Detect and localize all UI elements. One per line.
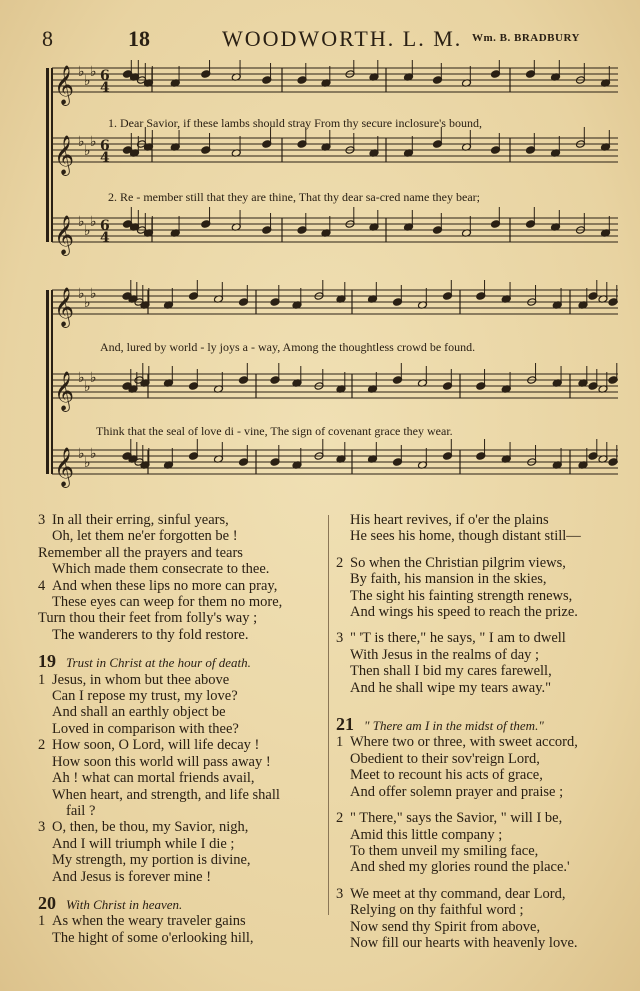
- verse-text: Remember all the prayers and tears: [38, 544, 243, 561]
- verse-line: [336, 919, 632, 935]
- verse-text: And wings his speed to reach the prize.: [350, 604, 578, 621]
- verse-text: Where two or three, with sweet accord,: [350, 734, 578, 751]
- verse-text: As when the weary traveler gains: [52, 913, 246, 930]
- verse-start-line: [38, 737, 328, 753]
- hymn-heading-number: 19: [38, 651, 56, 672]
- verse-start-line: [336, 555, 632, 571]
- hymn-heading: [38, 892, 328, 913]
- flat-icon: ♭: [78, 214, 85, 230]
- verse-text: These eyes can weep for them no more,: [52, 594, 283, 611]
- verse-number: 1: [38, 913, 46, 930]
- spacer: [336, 545, 632, 555]
- flat-icon: ♭: [84, 455, 91, 471]
- verse-text: " 'T is there," he says, " I am to dwell: [350, 630, 566, 647]
- verse-start-line: [38, 672, 328, 688]
- flat-icon: ♭: [78, 64, 85, 80]
- left-text-column: [38, 512, 328, 946]
- verse-line: [38, 545, 328, 561]
- time-signature-bottom: 4: [100, 230, 110, 246]
- verse-text: Now send thy Spirit from above,: [350, 918, 541, 935]
- system-bracket: [46, 68, 49, 242]
- spacer: [336, 800, 632, 810]
- treble-clef-icon: 𝄞: [54, 135, 75, 175]
- flat-icon: ♭: [78, 134, 85, 150]
- treble-clef-icon: 𝄞: [54, 287, 75, 327]
- verse-start-line: [336, 886, 632, 902]
- verse-line: [336, 767, 632, 783]
- verse-text: We meet at thy command, dear Lord,: [350, 885, 566, 902]
- verse-text: Loved in comparison with thee?: [52, 720, 239, 737]
- verse-start-line: [38, 819, 328, 835]
- verse-line: [336, 528, 632, 544]
- flat-icon: ♭: [78, 286, 85, 302]
- verse-text: The hight of some o'erlooking hill,: [52, 929, 254, 946]
- hymn-heading: [38, 653, 328, 671]
- verse-text: Obedient to their sov'reign Lord,: [350, 750, 540, 767]
- verse-text: To them unveil my smiling face,: [350, 842, 539, 859]
- verse-line: [336, 843, 632, 859]
- verse-line: [336, 784, 632, 800]
- time-signature-top: 6: [100, 68, 110, 84]
- verse-text: So when the Christian pilgrim views,: [350, 554, 566, 571]
- verse-start-line: [38, 913, 328, 929]
- system-bracket: [46, 290, 49, 474]
- verse-number: 3: [336, 630, 344, 647]
- spacer: [336, 620, 632, 630]
- hymn-heading-title: With Christ in heaven.: [66, 896, 183, 912]
- composer-name: Wm. B. BRADBURY: [472, 32, 580, 44]
- spacer: [336, 696, 632, 706]
- verse-line: [38, 627, 328, 643]
- verse-text: In all their erring, sinful years,: [52, 512, 229, 528]
- verse-text: By faith, his mansion in the skies,: [350, 571, 547, 588]
- verse-text: Then shall I bid my cares farewell,: [350, 663, 552, 680]
- verse-text: fail ?: [66, 802, 96, 819]
- verse-line: [336, 827, 632, 843]
- spacer: [336, 876, 632, 886]
- verse-text: Oh, let them ne'er forgotten be !: [52, 528, 238, 545]
- flat-icon: ♭: [84, 295, 91, 311]
- music-staves-2: [40, 280, 630, 500]
- time-signature-bottom: 4: [100, 150, 110, 166]
- treble-clef-icon: 𝄞: [54, 215, 75, 255]
- verse-line: [336, 751, 632, 767]
- verse-number: 4: [38, 577, 46, 594]
- spacer: [38, 885, 328, 895]
- verse-line: [38, 836, 328, 852]
- verse-text: And he shall wipe my tears away.": [350, 679, 552, 696]
- verse-start-line: [38, 512, 328, 528]
- verse-text: Jesus, in whom but thee above: [52, 671, 230, 688]
- page-header: [0, 22, 640, 52]
- verse-text: When heart, and strength, and life shall: [52, 786, 280, 803]
- verse-number: 2: [336, 554, 344, 571]
- verse-line: [38, 852, 328, 868]
- hymn-heading-title: Trust in Christ at the hour of death.: [66, 655, 251, 671]
- verse-line: [336, 902, 632, 918]
- verse-number: 1: [38, 671, 46, 688]
- music-system-2: [40, 280, 630, 500]
- verse-line: [336, 588, 632, 604]
- verse-start-line: [336, 734, 632, 750]
- treble-clef-icon: 𝄞: [54, 371, 75, 411]
- treble-clef-icon: 𝄞: [54, 65, 75, 105]
- verse-number: 2: [336, 810, 344, 827]
- verse-text: Can I repose my trust, my love?: [52, 688, 238, 705]
- flat-icon: ♭: [90, 134, 97, 150]
- time-signature-top: 6: [100, 138, 110, 154]
- treble-clef-icon: 𝄞: [54, 447, 75, 487]
- verse-line: [38, 688, 328, 704]
- verse-text: How soon, O Lord, will life decay !: [52, 737, 260, 754]
- verse-line: [336, 859, 632, 875]
- flat-icon: ♭: [78, 370, 85, 386]
- column-divider: [328, 515, 329, 915]
- verse-number: 1: [336, 734, 344, 751]
- flat-icon: ♭: [84, 379, 91, 395]
- music-system-1: [40, 60, 630, 260]
- verse-text: Turn thou their feet from folly's way ;: [38, 610, 258, 627]
- flat-icon: ♭: [84, 223, 91, 239]
- verse-start-line: [38, 578, 328, 594]
- verse-text: How soon this world will pass away !: [52, 753, 271, 770]
- verse-text: " There," says the Savior, " will I be,: [350, 810, 563, 827]
- flat-icon: ♭: [90, 214, 97, 230]
- verse-line: [38, 787, 328, 803]
- lyrics-line-1: 1. Dear Savior, if these lambs should stray From thy secure inclosure's bound,: [108, 116, 482, 130]
- verse-text: Meet to recount his acts of grace,: [350, 767, 543, 784]
- lyrics-line-3: And, lured by world - ly joys a - way, Among the thoughtless crowd be found.: [100, 340, 476, 354]
- tune-title: WOODWORTH. L. M.: [222, 26, 463, 51]
- spacer: [336, 706, 632, 716]
- verse-text: Now fill our hearts with heavenly love.: [350, 934, 578, 951]
- verse-start-line: [336, 810, 632, 826]
- verse-line: [38, 770, 328, 786]
- verse-line: [336, 663, 632, 679]
- verse-text: O, then, be thou, my Savior, nigh,: [52, 819, 249, 836]
- verse-line: [336, 604, 632, 620]
- lyrics-line-2: 2. Re - member still that they are thine, That thy dear sa-cred name they bear;: [108, 190, 480, 204]
- page-number: 8: [42, 26, 53, 51]
- verse-line: [336, 935, 632, 951]
- hymn-heading-number: 20: [38, 892, 56, 913]
- hymn-heading-title: " There am I in the midst of them.": [364, 718, 544, 734]
- verse-text: And Jesus is forever mine !: [52, 868, 212, 885]
- verse-text: And I will triumph while I die ;: [52, 835, 235, 852]
- verse-line: [336, 512, 632, 528]
- verse-number: 3: [336, 885, 344, 902]
- right-text-column: [336, 512, 632, 951]
- verse-line: [38, 610, 328, 626]
- verse-line: [38, 721, 328, 737]
- verse-start-line: [336, 630, 632, 646]
- verse-text: And when these lips no more can pray,: [52, 577, 278, 594]
- music-staves-1: [40, 60, 630, 260]
- time-signature-top: 6: [100, 218, 110, 234]
- verse-line: [336, 647, 632, 663]
- verse-line: [38, 561, 328, 577]
- verse-text: My strength, my portion is divine,: [52, 852, 251, 869]
- verse-line: [336, 571, 632, 587]
- verse-line: [38, 528, 328, 544]
- flat-icon: ♭: [84, 73, 91, 89]
- verse-text: He sees his home, though distant still—: [350, 528, 581, 545]
- verse-text: The wanderers to thy fold restore.: [52, 626, 249, 643]
- verse-number: 3: [38, 512, 46, 528]
- spacer: [38, 643, 328, 653]
- verse-text: And shed my glories round the place.': [350, 859, 570, 876]
- hymn-heading-number: 21: [336, 714, 354, 735]
- lyrics-line-4: Think that the seal of love di - vine, The sign of covenant grace they wear.: [96, 424, 453, 438]
- hymn-number: 18: [128, 26, 150, 51]
- verse-number: 3: [38, 819, 46, 836]
- flat-icon: ♭: [90, 446, 97, 462]
- flat-icon: ♭: [84, 143, 91, 159]
- verse-line: [336, 680, 632, 696]
- verse-line: [38, 594, 328, 610]
- time-signature-bottom: 4: [100, 80, 110, 96]
- verse-text: His heart revives, if o'er the plains: [350, 512, 549, 528]
- verse-text: And offer solemn prayer and praise ;: [350, 783, 564, 800]
- verse-text: The sight his fainting strength renews,: [350, 587, 573, 604]
- verse-line: [38, 754, 328, 770]
- hymn-heading: [336, 716, 632, 734]
- verse-text: With Jesus in the realms of day ;: [350, 646, 540, 663]
- flat-icon: ♭: [90, 64, 97, 80]
- verse-text: Which made them consecrate to thee.: [52, 561, 270, 578]
- verse-line: [38, 704, 328, 720]
- verse-line: [38, 803, 328, 819]
- verse-text: Amid this little company ;: [350, 826, 503, 843]
- verse-number: 2: [38, 737, 46, 754]
- verse-line: [38, 930, 328, 946]
- flat-icon: ♭: [90, 370, 97, 386]
- flat-icon: ♭: [78, 446, 85, 462]
- verse-line: [38, 869, 328, 885]
- flat-icon: ♭: [90, 286, 97, 302]
- verse-text: Ah ! what can mortal friends avail,: [52, 770, 255, 787]
- verse-text: Relying on thy faithful word ;: [350, 902, 524, 919]
- verse-text: And shall an earthly object be: [52, 704, 226, 721]
